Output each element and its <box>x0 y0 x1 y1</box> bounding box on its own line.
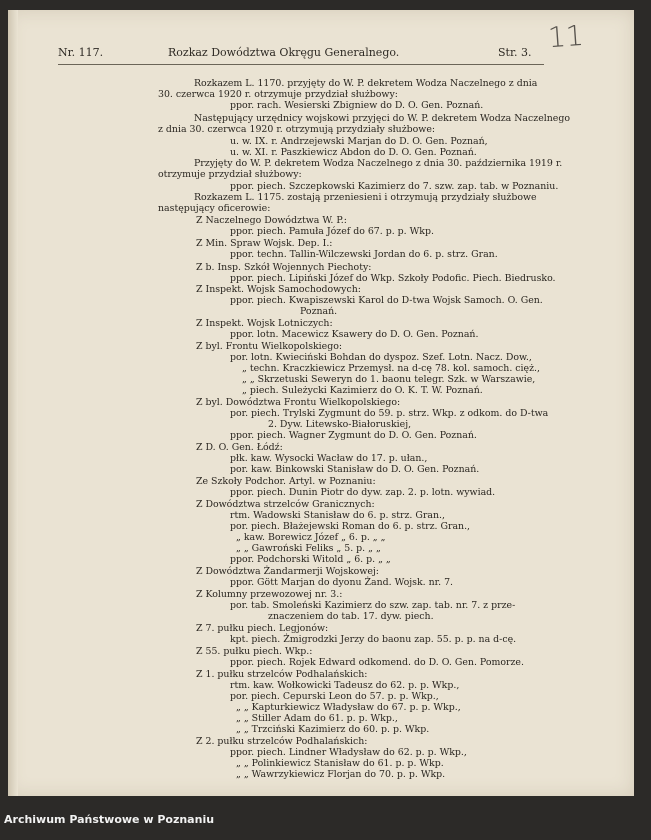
archive-name: Archiwum Państwowe w Poznaniu <box>4 813 215 826</box>
text-line: Z 1. pułku strzelców Podhalańskich: <box>196 669 368 680</box>
text-line: por. piech. Cepurski Leon do 57. p. p. Wkp., <box>230 691 439 702</box>
text-line: „ „ Gawroński Feliks „ 5. p. „ „ <box>236 543 381 554</box>
text-line: Poznań. <box>300 306 338 317</box>
text-line: „ „ Polinkiewicz Stanisław do 61. p. p. Wkp. <box>236 758 444 769</box>
order-number: Nr. 117. <box>58 46 104 59</box>
page-number: Str. 3. <box>498 46 532 59</box>
text-line: znaczeniem do tab. 17. dyw. piech. <box>268 611 434 622</box>
text-line: „ piech. Suleżycki Kazimierz do O. K. T. W. Poznań. <box>242 385 483 396</box>
text-line: Z Kolumny przewozowej nr. 3.: <box>196 589 343 600</box>
text-line: ppor. piech. Szczepkowski Kazimierz do 7. szw. zap. tab. w Poznaniu. <box>230 181 559 192</box>
text-line: Z D. O. Gen. Łódź: <box>196 442 283 453</box>
text-line: Z Min. Spraw Wojsk. Dep. I.: <box>196 238 333 249</box>
text-line: 30. czerwca 1920 r. otrzymuje przydział służbowy: <box>158 89 398 100</box>
text-line: rtm. Wadowski Stanisław do 6. p. strz. Gran., <box>230 510 445 521</box>
handwritten-page-number: 11 <box>546 18 585 55</box>
text-line: Z 2. pułku strzelców Podhalańskich: <box>196 736 368 747</box>
text-line: ppor. Gött Marjan do dyonu Żand. Wojsk. nr. 7. <box>230 577 454 588</box>
text-line: Z byl. Frontu Wielkopolskiego: <box>196 341 343 352</box>
page-fold-shadow <box>8 10 18 796</box>
text-line: por. piech. Trylski Zygmunt do 59. p. strz. Wkp. z odkom. do D-twa <box>230 408 549 419</box>
text-line: Z Inspekt. Wojsk Lotniczych: <box>196 318 333 329</box>
text-line: z dnia 30. czerwca 1920 r. otrzymują przydziały służbowe: <box>158 124 436 135</box>
text-line: Z b. Insp. Szkół Wojennych Piechoty: <box>196 262 372 273</box>
text-line: Z Naczelnego Dowództwa W. P.: <box>196 215 347 226</box>
text-line: ppor. piech. Kwapiszewski Karol do D-twa Wojsk Samoch. O. Gen. <box>230 295 543 306</box>
text-line: „ „ Skrzetuski Seweryn do 1. baonu telegr. Szk. w Warszawie, <box>242 374 536 385</box>
text-line: ppor. piech. Wagner Zygmunt do D. O. Gen. Poznań. <box>230 430 477 441</box>
text-line: ppor. piech. Pamuła Józef do 67. p. p. Wkp. <box>230 226 434 237</box>
text-line: „ „ Wawrzykiewicz Florjan do 70. p. p. Wkp. <box>236 769 446 780</box>
text-line: Przyjęty do W. P. dekretem Wodza Naczelnego z dnia 30. października 1919 r. <box>194 158 563 169</box>
text-line: ppor. piech. Dunin Piotr do dyw. zap. 2. p. lotn. wywiad. <box>230 487 496 498</box>
text-line: Rozkazem L. 1170. przyjęty do W. P. dekretem Wodza Naczelnego z dnia <box>194 78 538 89</box>
document-title: Rozkaz Dowództwa Okręgu Generalnego. <box>168 46 400 59</box>
text-line: Z byl. Dowództwa Frontu Wielkopolskiego: <box>196 397 401 408</box>
text-line: ppor. lotn. Macewicz Ksawery do D. O. Gen. Poznań. <box>230 329 479 340</box>
text-line: Z Inspekt. Wojsk Samochodowych: <box>196 284 361 295</box>
text-line: Z 7. pułku piech. Legjonów: <box>196 623 329 634</box>
text-line: rtm. kaw. Wołkowicki Tadeusz do 62. p. p. Wkp., <box>230 680 460 691</box>
text-line: u. w. IX. r. Andrzejewski Marjan do D. O. Gen. Poznań, <box>230 136 488 147</box>
archive-footer <box>0 796 651 840</box>
text-line: ppor. piech. Lipiński Józef do Wkp. Szkoły Podofic. Piech. Biedrusko. <box>230 273 556 284</box>
text-line: por. piech. Błażejewski Roman do 6. p. strz. Gran., <box>230 521 471 532</box>
text-line: „ kaw. Borewicz Józef „ 6. p. „ „ <box>236 532 386 543</box>
text-line: ppor. techn. Tallin-Wilczewski Jordan do 6. p. strz. Gran. <box>230 249 498 260</box>
text-line: Z 55. pułku piech. Wkp.: <box>196 646 313 657</box>
text-line: por. lotn. Kwieciński Bohdan do dyspoz. Szef. Lotn. Nacz. Dow., <box>230 352 532 363</box>
text-line: 2. Dyw. Litewsko-Białoruskiej, <box>268 419 412 430</box>
text-line: „ „ Stiller Adam do 61. p. p. Wkp., <box>236 713 398 724</box>
text-line: u. w. XI. r. Paszkiewicz Abdon do D. O. Gen. Poznań. <box>230 147 477 158</box>
text-line: ppor. Podchorski Witold „ 6. p. „ „ <box>230 554 391 565</box>
header-divider <box>58 64 544 65</box>
text-line: Ze Szkoły Podchor. Artyl. w Poznaniu: <box>196 476 376 487</box>
text-line: „ „ Trzciński Kazimierz do 60. p. p. Wkp. <box>236 724 430 735</box>
text-line: kpt. piech. Żmigrodzki Jerzy do baonu zap. 55. p. p. na d-cę. <box>230 634 517 645</box>
text-line: por. tab. Smoleński Kazimierz do szw. zap. tab. nr. 7. z prze- <box>230 600 516 611</box>
text-line: por. kaw. Binkowski Stanisław do D. O. Gen. Poznań. <box>230 464 480 475</box>
text-line: „ techn. Kraczkiewicz Przemysł. na d-cę 78. kol. samoch. cięż., <box>242 363 541 374</box>
text-line: ppor. piech. Lindner Władysław do 62. p. p. Wkp., <box>230 747 467 758</box>
text-line: Z Dowództwa Żandarmerji Wojskowej: <box>196 566 379 577</box>
text-line: otrzymuje przydział służbowy: <box>158 169 302 180</box>
text-line: następujący oficerowie: <box>158 203 271 214</box>
text-line: ppor. rach. Wesierski Zbigniew do D. O. Gen. Poznań. <box>230 100 484 111</box>
text-line: Z Dowództwa strzelców Granicznych: <box>196 499 375 510</box>
text-line: Rozkazem L. 1175. zostają przeniesieni i otrzymują przydziały służbowe <box>194 192 537 203</box>
text-line: płk. kaw. Wysocki Wacław do 17. p. ułan., <box>230 453 428 464</box>
text-line: „ „ Kapturkiewicz Władysław do 67. p. p. Wkp., <box>236 702 461 713</box>
text-line: ppor. piech. Rojek Edward odkomend. do D. O. Gen. Pomorze. <box>230 657 524 668</box>
text-line: Następujący urzędnicy wojskowi przyjęci do W. P. dekretem Wodza Naczelnego <box>194 113 570 124</box>
page-header <box>58 46 540 62</box>
